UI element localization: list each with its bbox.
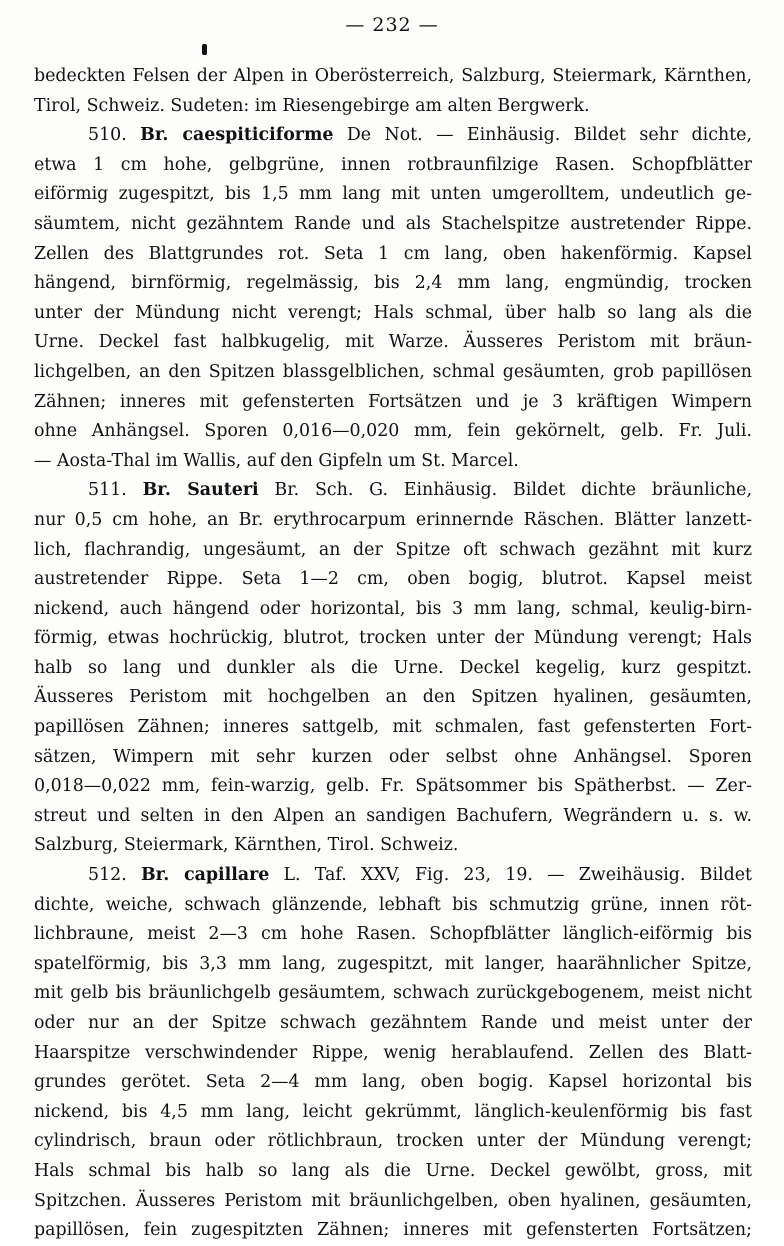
- line-text: Zellen des Blattgrundes rot. Seta 1 cm lang, oben hakenförmig. Kapsel: [34, 243, 752, 264]
- text-line: [34, 92, 752, 122]
- text-line: [34, 210, 752, 240]
- line-text: streut und selten in den Alpen an sandigen Bachufern, Wegrändern u. s. w.: [34, 805, 752, 826]
- text-line: [34, 536, 752, 566]
- entry-number: 511.: [88, 480, 127, 501]
- line-text: etwa 1 cm hohe, gelbgrüne, innen rotbraunfilzige Rasen. Schopfblätter: [34, 154, 752, 175]
- text-line: [34, 595, 752, 625]
- line-text: förmig, etwas hochrückig, blutrot, trocken unter der Mündung verengt; Hals: [34, 628, 752, 649]
- species-entry-line: [34, 861, 752, 891]
- text-line: [34, 920, 752, 950]
- line-text: sätzen, Wimpern mit sehr kurzen oder selbst ohne Anhängsel. Sporen: [34, 746, 752, 767]
- text-line: [34, 1068, 752, 1098]
- text-line: [34, 1127, 752, 1157]
- text-line: [34, 565, 752, 595]
- text-line: [34, 151, 752, 181]
- text-line: [34, 240, 752, 270]
- text-line: [34, 1039, 752, 1069]
- line-text: L. Taf. XXV, Fig. 23, 19. — Zweihäusig. Bildet: [269, 865, 752, 886]
- text-line: [34, 624, 752, 654]
- text-line: [34, 683, 752, 713]
- species-entry-line: [34, 121, 752, 151]
- page-number: — 232 —: [345, 14, 439, 36]
- text-line: [34, 772, 752, 802]
- line-text: lichgelben, an den Spitzen blassgelblichen, schmal gesäumten, grob papillösen: [34, 361, 752, 382]
- species-name: Br. capillare: [140, 865, 270, 886]
- text-line: [34, 388, 752, 418]
- line-text: cylindrisch, braun oder rötlichbraun, trocken unter der Mündung verengt;: [34, 1131, 752, 1152]
- line-text: nickend, auch hängend oder horizontal, bis 3 mm lang, schmal, keulig-birn-: [34, 598, 752, 619]
- text-line: [34, 979, 752, 1009]
- species-name: Br. Sauteri: [142, 480, 259, 501]
- ink-blot-mark: [202, 44, 207, 55]
- line-text: 0,018—0,022 mm, fein-warzig, gelb. Fr. Spätsommer bis Spätherbst. — Zer-: [34, 776, 752, 797]
- line-text: papillösen Zähnen; inneres sattgelb, mit schmalen, fast gefensterten Fort-: [34, 717, 752, 738]
- line-text: lich, flachrandig, ungesäumt, an der Spitze oft schwach gezähnt mit kurz: [34, 539, 752, 560]
- line-text: Äusseres Peristom mit hochgelben an den Spitzen hyalinen, gesäumten,: [34, 687, 752, 708]
- text-line: [34, 447, 752, 477]
- text-line: [34, 417, 752, 447]
- text-line: [34, 1098, 752, 1128]
- text-line: [34, 713, 752, 743]
- text-line: [34, 831, 752, 861]
- text-line: [34, 891, 752, 921]
- line-text: Zähnen; inneres mit gefensterten Fortsätzen und je 3 kräftigen Wimpern: [34, 391, 752, 412]
- line-text: austretender Rippe. Seta 1—2 cm, oben bogig, blutrot. Kapsel meist: [34, 569, 752, 590]
- line-text: halb so lang und dunkler als die Urne. Deckel kegelig, kurz gespitzt.: [34, 657, 752, 678]
- text-line: [34, 654, 752, 684]
- text-line: [34, 299, 752, 329]
- text-line: [34, 506, 752, 536]
- line-text: De Not. — Einhäusig. Bildet sehr dichte,: [333, 125, 752, 146]
- text-line: [34, 269, 752, 299]
- text-line: [34, 358, 752, 388]
- text-line: [34, 743, 752, 773]
- line-text: säumtem, nicht gezähntem Rande und als Stachelspitze austretender Rippe.: [34, 213, 752, 234]
- line-text: Br. Sch. G. Einhäusig. Bildet dichte bräunliche,: [258, 480, 752, 501]
- line-text: oder nur an der Spitze schwach gezähntem Rande und meist unter der: [34, 1013, 752, 1033]
- line-text: — Aosta-Thal im Wallis, auf den Gipfeln um St. Marcel.: [34, 450, 519, 471]
- text-line: [34, 802, 752, 832]
- line-text: Urne. Deckel fast halbkugelig, mit Warze. Äusseres Peristom mit bräun-: [34, 332, 752, 353]
- line-text: Tirol, Schweiz. Sudeten: im Riesengebirge am alten Bergwerk.: [34, 95, 590, 116]
- text-line: [34, 1216, 752, 1246]
- body-text: [34, 62, 752, 1246]
- line-text: unter der Mündung nicht verengt; Hals schmal, über halb so lang als die: [34, 302, 752, 323]
- line-text: dichte, weiche, schwach glänzende, lebhaft bis schmutzig grüne, innen röt-: [34, 894, 752, 915]
- text-line: [34, 1187, 752, 1217]
- line-text: grundes gerötet. Seta 2—4 mm lang, oben bogig. Kapsel horizontal bis: [34, 1072, 752, 1093]
- entry-number: 510.: [88, 125, 127, 146]
- line-text: ohne Anhängsel. Sporen 0,016—0,020 mm, fein gekörnelt, gelb. Fr. Juli.: [34, 421, 752, 442]
- text-line: [34, 180, 752, 210]
- line-text: Spitzchen. Äusseres Peristom mit bräunlichgelben, oben hyalinen, gesäumten,: [34, 1190, 752, 1211]
- text-line: [34, 328, 752, 358]
- text-line: [34, 950, 752, 980]
- entry-number: 512.: [88, 865, 127, 886]
- text-line: [34, 1009, 752, 1039]
- line-text: Haarspitze verschwindender Rippe, wenig herablaufend. Zellen des Blatt-: [34, 1042, 752, 1063]
- species-entry-line: [34, 476, 752, 506]
- line-text: Hals schmal bis halb so lang als die Urne. Deckel gewölbt, gross, mit: [34, 1160, 752, 1181]
- species-name: Br. caespiticiforme: [140, 125, 334, 146]
- line-text: papillösen, fein zugespitzten Zähnen; inneres mit gefensterten Fortsätzen;: [34, 1220, 752, 1241]
- text-line: [34, 1157, 752, 1187]
- line-text: nickend, bis 4,5 mm lang, leicht gekrümmt, länglich-keulenförmig bis fast: [34, 1101, 752, 1122]
- line-text: mit gelb bis bräunlichgelb gesäumtem, schwach zurückgebogenem, meist nicht: [34, 983, 752, 1004]
- line-text: spatelförmig, bis 3,3 mm lang, zugespitzt, mit langer, haarähnlicher Spitze,: [34, 953, 752, 974]
- line-text: lichbraune, meist 2—3 cm hohe Rasen. Schopfblätter länglich-eiförmig bis: [34, 924, 752, 945]
- line-text: eiförmig zugespitzt, bis 1,5 mm lang mit unten umgerolltem, undeutlich ge-: [34, 184, 752, 205]
- line-text: nur 0,5 cm hohe, an Br. erythrocarpum erinnernde Räschen. Blätter lanzett-: [34, 509, 752, 530]
- line-text: Salzburg, Steiermark, Kärnthen, Tirol. Schweiz.: [34, 835, 459, 856]
- line-text: bedeckten Felsen der Alpen in Oberösterreich, Salzburg, Steiermark, Kärnthen,: [34, 66, 752, 86]
- line-text: hängend, birnförmig, regelmässig, bis 2,4 mm lang, engmündig, trocken: [34, 273, 752, 294]
- text-line: [34, 62, 752, 92]
